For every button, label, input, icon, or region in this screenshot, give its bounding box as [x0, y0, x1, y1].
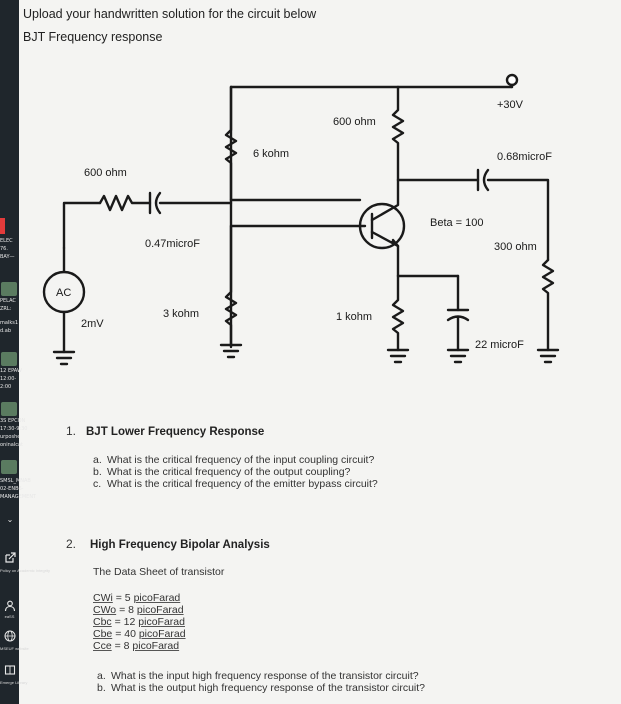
sidebar-course-text: oninalcat — [0, 442, 24, 448]
rb1-resistor — [226, 87, 236, 200]
question-title: BJT Lower Frequency Response — [86, 426, 265, 438]
chevron-down-icon[interactable]: ⌄ — [6, 515, 14, 524]
sidebar-course-thumbnail[interactable] — [1, 282, 17, 296]
rl-label: 300 ohm — [494, 241, 537, 253]
transistor-collector — [372, 180, 398, 220]
external-link-icon[interactable] — [4, 552, 16, 564]
vcc-terminal — [507, 75, 517, 85]
sidebar-course-text[interactable]: SMSL_MNAB — [0, 478, 31, 484]
rb2-resistor — [226, 226, 236, 345]
page-title: Upload your handwritten solution for the circuit below — [23, 7, 317, 21]
datasheet-row: CWi = 5 picoFarad — [93, 592, 181, 604]
question-item: b. What is the critical frequency of the output coupling? — [93, 466, 351, 478]
sidebar-link-label[interactable]: Policy on Academic Integrity — [0, 568, 51, 573]
sidebar-course-text: 17:30-9:30 — [0, 426, 28, 432]
sidebar-course-text: urposhe — [0, 434, 21, 440]
circuit-diagram — [19, 55, 621, 395]
ground-rl — [538, 350, 558, 362]
sidebar-course-text: MANAGEMENT — [0, 494, 37, 500]
ground-re — [388, 350, 408, 362]
sidebar-course-text: 12:00- — [0, 376, 17, 382]
rl-resistor — [543, 260, 553, 350]
datasheet-row: Cbc = 12 picoFarad — [93, 616, 185, 628]
ce-capacitor — [448, 310, 468, 350]
question-number: 1. — [66, 424, 77, 438]
question-item: c. What is the critical frequency of the emitter bypass circuit? — [93, 478, 378, 490]
re-label: 1 kohm — [336, 311, 373, 323]
datasheet-row: Cbe = 40 picoFarad — [93, 628, 186, 640]
sidebar-course-thumbnail[interactable] — [1, 402, 17, 416]
source-value-label: 2mV — [81, 318, 104, 330]
sidebar-link-label[interactable]: MSEUF website — [0, 646, 29, 651]
question-title: High Frequency Bipolar Analysis — [90, 539, 270, 551]
ac-source-label: AC — [56, 287, 72, 299]
input-wire — [64, 203, 100, 248]
sidebar-course-thumbnail[interactable] — [1, 460, 17, 474]
sidebar-course-text: ZRL: — [0, 306, 12, 312]
vcc-label: +30V — [497, 99, 523, 111]
beta-label: Beta = 100 — [430, 217, 484, 229]
sidebar-course-text[interactable]: 3S EPCON — [0, 418, 26, 424]
globe-icon[interactable] — [4, 630, 16, 642]
sidebar-course-text: malks1 — [0, 320, 19, 326]
sidebar-active-marker — [0, 218, 5, 234]
sidebar-course-text: 02-ENB6- — [0, 486, 24, 492]
ce-label: 22 microF — [475, 339, 524, 351]
cout-label: 0.68microF — [497, 151, 553, 163]
sidebar-course-text: d.ab — [0, 328, 12, 334]
cin-label: 0.47microF — [145, 238, 201, 250]
ground-ce — [448, 350, 468, 362]
sidebar-course-text[interactable]: ELEC — [0, 238, 13, 244]
rs-resistor — [100, 196, 150, 210]
question-item: a. What is the critical frequency of the input coupling circuit? — [93, 454, 375, 466]
question-item: b. What is the output high frequency response of the transistor circuit? — [97, 682, 426, 694]
datasheet-intro: The Data Sheet of transistor — [93, 566, 225, 578]
sidebar-link-label[interactable]: Emerge Library — [0, 680, 28, 685]
sidebar-course-thumbnail[interactable] — [1, 352, 17, 366]
rb2-label: 3 kohm — [163, 308, 200, 320]
rb1-label: 6 kohm — [253, 148, 290, 160]
rs-label: 600 ohm — [84, 167, 127, 179]
transistor-body — [360, 204, 404, 248]
book-icon[interactable] — [4, 664, 16, 676]
re-resistor — [393, 276, 403, 350]
sidebar-course-text: 2:00 — [0, 384, 12, 390]
sidebar-course-text[interactable]: PELAC — [0, 298, 16, 304]
sidebar — [0, 0, 51, 704]
person-icon[interactable] — [4, 600, 16, 612]
sidebar-course-text[interactable]: 12 EPAW — [0, 368, 22, 374]
ground-source — [54, 352, 74, 364]
rc-label: 600 ohm — [333, 116, 376, 128]
question-number: 2. — [66, 537, 77, 551]
cin-capacitor — [150, 193, 231, 213]
rc-resistor — [393, 87, 403, 180]
datasheet-row: Cce = 8 picoFarad — [93, 640, 180, 652]
page-subtitle: BJT Frequency response — [23, 30, 163, 44]
sidebar-course-text: 76. — [0, 246, 8, 252]
question-item: a. What is the input high frequency response of the transistor circuit? — [97, 670, 419, 682]
sidebar-link-label[interactable]: eaSS — [4, 614, 15, 619]
sidebar-course-text: BAY— — [0, 254, 15, 260]
transistor-emitter — [372, 232, 398, 276]
datasheet-row: CWo = 8 picoFarad — [93, 604, 184, 616]
